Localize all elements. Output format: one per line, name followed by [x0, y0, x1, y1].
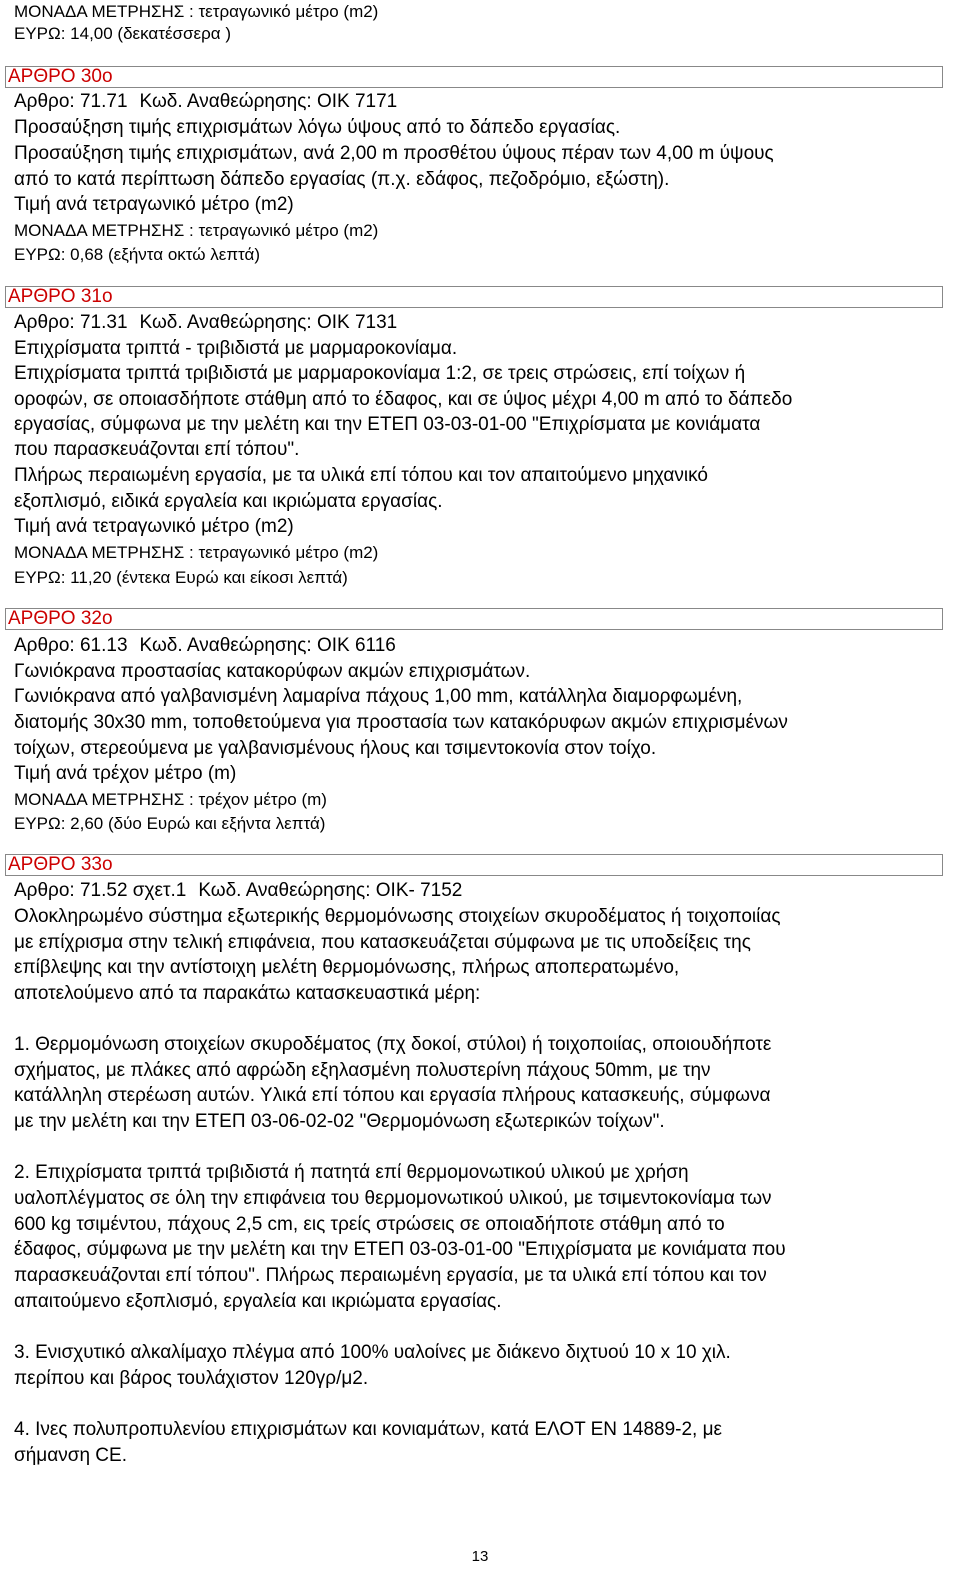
article-text-line: από το κατά περίπτωση δάπεδο εργασίας (π.χ. εδάφος, πεζοδρόμιο, εξώστη). [14, 169, 670, 190]
article-header: ΑΡΘΡΟ 33ο [5, 854, 943, 876]
article-text-line: υαλοπλέγματος σε όλη την επιφάνεια του θερμομονωτικού υλικού, με τσιμεντοκονίαμα των [14, 1188, 772, 1209]
article-text-line: με την μελέτη και την ΕΤΕΠ 03-06-02-02 "Θερμομόνωση εξωτερικών τοίχων". [14, 1111, 665, 1132]
article-number: Αρθρο: 71.71 [14, 91, 128, 112]
article-text-line: Γωνιόκρανα από γαλβανισμένη λαμαρίνα πάχους 1,00 mm, κατάλληλα διαμορφωμένη, [14, 686, 743, 707]
article-text-line: σχήματος, με πλάκες από αφρώδη εξηλασμένη πολυστερίνη πάχους 50mm, με την [14, 1060, 711, 1081]
list-item: 2. Επιχρίσματα τριπτά τριβιδιστά ή πατητά επί θερμομονωτικού υλικού με χρήση [14, 1162, 689, 1183]
article-text-line: οροφών, σε οποιασδήποτε στάθμη από το έδαφος, και σε ύψος μέχρι 4,00 m από το δάπεδο [14, 389, 793, 410]
list-item: 3. Ενισχυτικό αλκαλίμαχο πλέγμα από 100% υαλοίνες με διάκενο διχτυού 10 x 10 χιλ. [14, 1342, 731, 1363]
article-text-line: με επίχρισμα στην τελική επιφάνεια, που κατασκευάζεται σύμφωνα με τις υποδείξεις της [14, 932, 751, 953]
article-text-line: επίβλεψης και την αντίστοιχη μελέτη θερμομόνωσης, πλήρως αποπερατωμένο, [14, 957, 680, 978]
article-code-line [14, 311, 397, 335]
unit-of-measure: ΜΟΝΑΔΑ ΜΕΤΡΗΣΗΣ : τετραγωνικό μέτρο (m2) [14, 221, 379, 240]
article-number: Αρθρο: 71.31 [14, 312, 128, 333]
article-title: Προσαύξηση τιμής επιχρισμάτων λόγω ύψους από το δάπεδο εργασίας. [14, 117, 621, 138]
article-text-line: κατάλληλη στερέωση αυτών. Υλικά επί τόπου και εργασία πλήρους κατασκευής, σύμφωνα [14, 1085, 771, 1106]
article-text-line: Τιμή ανά τρέχον μέτρο (m) [14, 763, 237, 784]
revision-code: Κωδ. Αναθεώρησης: ΟΙΚ- 7152 [198, 880, 463, 901]
unit-of-measure: ΜΟΝΑΔΑ ΜΕΤΡΗΣΗΣ : τετραγωνικό μέτρο (m2) [14, 543, 379, 562]
page-number: 13 [471, 1548, 489, 1565]
article-text-line: διατομής 30x30 mm, τοποθετούμενα για προστασία των κατακόρυφων ακμών επιχρισμένων [14, 712, 788, 733]
article-text-line: Ολοκληρωμένο σύστημα εξωτερικής θερμομόνωσης στοιχείων σκυροδέματος ή τοιχοποιίας [14, 906, 781, 927]
price-line: ΕΥΡΩ: 0,68 (εξήντα οκτώ λεπτά) [14, 245, 261, 264]
article-title: Επιχρίσματα τριπτά - τριβιδιστά με μαρμαροκονίαμα. [14, 338, 458, 359]
article-number: Αρθρο: 71.52 σχετ.1 [14, 880, 187, 901]
list-item: 4. Ινες πολυπροπυλενίου επιχρισμάτων και κονιαμάτων, κατά ΕΛΟΤ ΕΝ 14889-2, με [14, 1419, 723, 1440]
unit-of-measure: ΜΟΝΑΔΑ ΜΕΤΡΗΣΗΣ : τρέχον μέτρο (m) [14, 790, 327, 809]
article-text-line: που παρασκευάζονται επί τόπου". [14, 439, 300, 460]
article-text-line: σήμανση CE. [14, 1445, 127, 1466]
article-text-line: περίπου και βάρος τουλάχιστον 120γρ/μ2. [14, 1368, 369, 1389]
article-number: Αρθρο: 61.13 [14, 635, 128, 656]
article-text-line: Τιμή ανά τετραγωνικό μέτρο (m2) [14, 194, 294, 215]
article-header: ΑΡΘΡΟ 30ο [5, 66, 943, 88]
article-text-line: εργασίας, σύμφωνα με την μελέτη και την ΕΤΕΠ 03-03-01-00 "Επιχρίσματα με κονιάματα [14, 414, 761, 435]
article-text-line: Προσαύξηση τιμής επιχρισμάτων, ανά 2,00 m προσθέτου ύψους πέραν των 4,00 m ύψους [14, 143, 774, 164]
article-code-line [14, 634, 396, 658]
article-text-line: εξοπλισμό, ειδικά εργαλεία και ικριώματα εργασίας. [14, 491, 443, 512]
unit-of-measure: ΜΟΝΑΔΑ ΜΕΤΡΗΣΗΣ : τετραγωνικό μέτρο (m2) [14, 2, 379, 21]
article-code-line [14, 879, 462, 903]
article-header: ΑΡΘΡΟ 31ο [5, 286, 943, 308]
price-line: ΕΥΡΩ: 11,20 (έντεκα Ευρώ και είκοσι λεπτά) [14, 568, 348, 587]
article-text-line: Επιχρίσματα τριπτά τριβιδιστά με μαρμαροκονίαμα 1:2, σε τρεις στρώσεις, επί τοίχων ή [14, 363, 746, 384]
revision-code: Κωδ. Αναθεώρησης: ΟΙΚ 6116 [139, 635, 396, 656]
article-text-line: έδαφος, σύμφωνα με την μελέτη και την ΕΤΕΠ 03-03-01-00 "Επιχρίσματα με κονιάματα που [14, 1239, 786, 1260]
article-text-line: παρασκευάζονται επί τόπου". Πλήρως περαιωμένη εργασία, με τα υλικά επί τόπου και τον [14, 1265, 767, 1286]
article-text-line: απαιτούμενο εξοπλισμό, εργαλεία και ικριώματα εργασίας. [14, 1291, 502, 1312]
article-header: ΑΡΘΡΟ 32ο [5, 608, 943, 630]
price-line: ΕΥΡΩ: 2,60 (δύο Ευρώ και εξήντα λεπτά) [14, 814, 326, 833]
article-title: Γωνιόκρανα προστασίας κατακορύφων ακμών επιχρισμάτων. [14, 661, 531, 682]
article-code-line [14, 90, 397, 114]
article-text-line: τοίχων, στερεούμενα με γαλβανισμένους ήλους και τσιμεντοκονία στον τοίχο. [14, 738, 657, 759]
revision-code: Κωδ. Αναθεώρησης: ΟΙΚ 7131 [139, 312, 398, 333]
revision-code: Κωδ. Αναθεώρησης: ΟΙΚ 7171 [139, 91, 398, 112]
article-text-line: αποτελούμενο από τα παρακάτω κατασκευαστικά μέρη: [14, 983, 481, 1004]
list-item: 1. Θερμομόνωση στοιχείων σκυροδέματος (πχ δοκοί, στύλοι) ή τοιχοποιίας, οποιουδήποτε [14, 1034, 772, 1055]
article-text-line: Τιμή ανά τετραγωνικό μέτρο (m2) [14, 516, 294, 537]
article-text-line: 600 kg τσιμέντου, πάχους 2,5 cm, εις τρείς στρώσεις σε οποιαδήποτε στάθμη από το [14, 1214, 725, 1235]
price-line: ΕΥΡΩ: 14,00 (δεκατέσσερα ) [14, 24, 231, 43]
article-text-line: Πλήρως περαιωμένη εργασία, με τα υλικά επί τόπου και τον απαιτούμενο μηχανικό [14, 465, 708, 486]
